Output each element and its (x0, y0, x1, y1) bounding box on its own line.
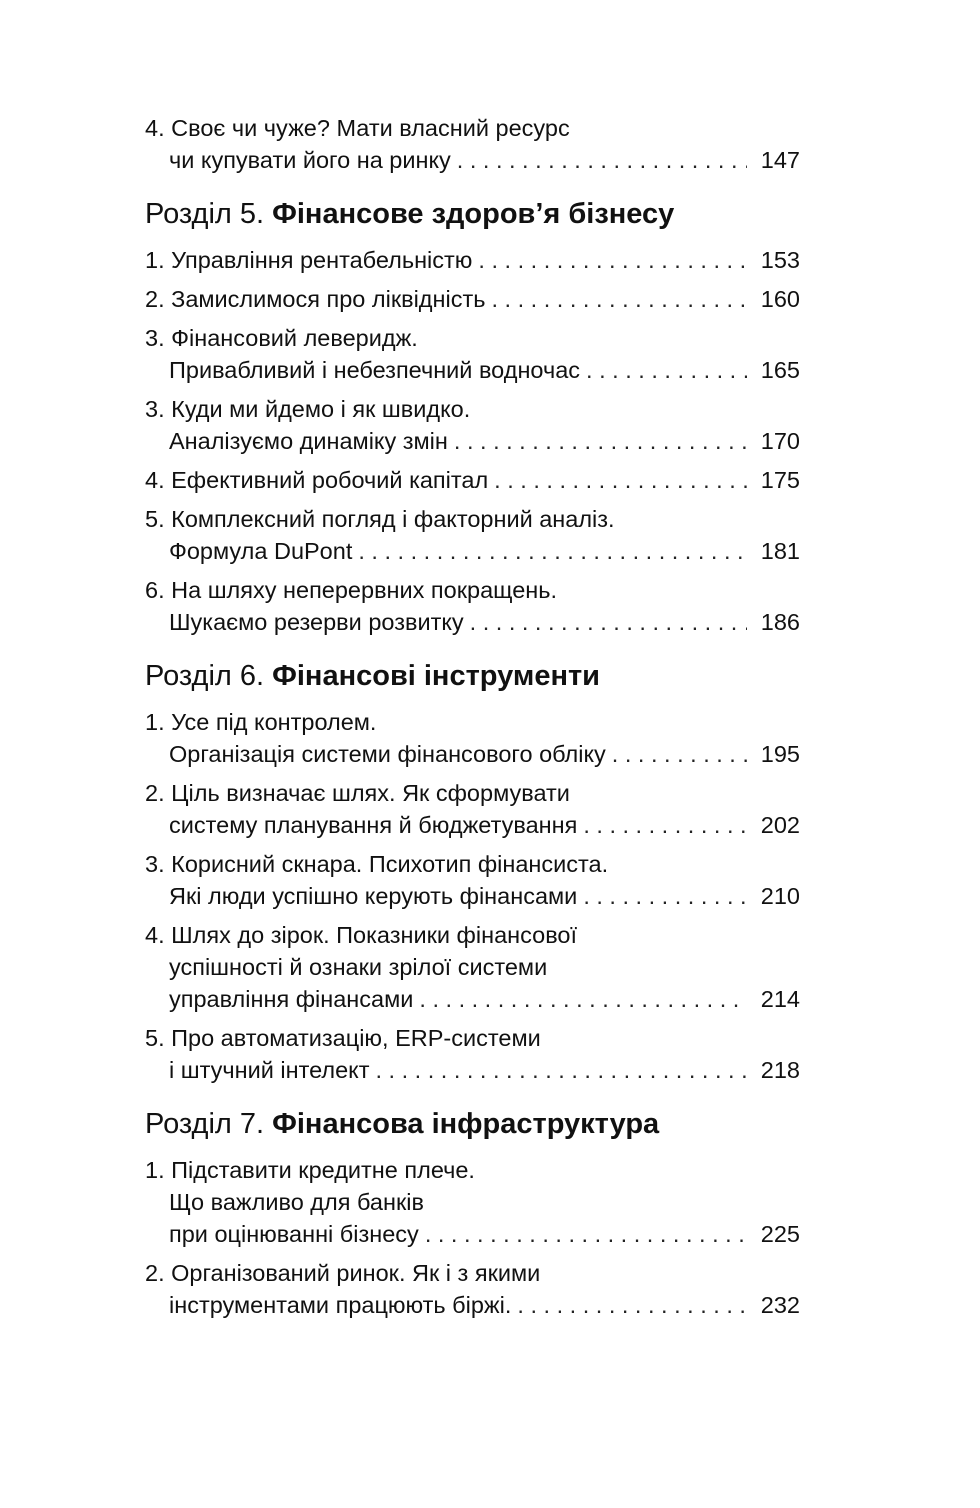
section-title: Фінансове здоров’я бізнесу (272, 198, 675, 230)
dot-leader (491, 283, 746, 315)
toc-entry-text: інструментами працюють біржі. (169, 1292, 512, 1318)
page-number: 181 (760, 538, 800, 564)
toc-entry-line (145, 322, 800, 354)
toc-entry-line (145, 983, 800, 1015)
toc-entry-text: 4. Ефективний робочий капітал (145, 467, 489, 493)
section-number: Розділ 7. (145, 1108, 273, 1140)
section-number: Розділ 5. (145, 198, 273, 230)
toc-entry-text: 4. Шлях до зірок. Показники фінансової (145, 922, 578, 948)
toc-entry-line (145, 574, 800, 606)
toc-entry-line (145, 1022, 800, 1054)
toc-entry-text: 5. Про автоматизацію, ERP-системи (145, 1025, 541, 1051)
page-number: 225 (760, 1221, 800, 1247)
dot-leader (517, 1289, 746, 1321)
dot-leader (375, 1054, 746, 1086)
toc-entry-line (145, 464, 800, 496)
dot-leader (478, 244, 746, 276)
page-number: 165 (760, 357, 800, 383)
dot-leader (470, 606, 747, 638)
toc-entry-text: Привабливий і небезпечний водночас (169, 357, 581, 383)
dot-leader (358, 535, 746, 567)
toc-entry (145, 112, 800, 176)
toc-entry-line (145, 951, 800, 983)
toc-entry-text: і штучний інтелект (169, 1057, 370, 1083)
toc-entry-line (145, 1154, 800, 1186)
toc-entry-line (145, 1054, 800, 1086)
page-number: 218 (760, 1057, 800, 1083)
page-number: 170 (760, 428, 800, 454)
toc-entry-line (145, 1257, 800, 1289)
toc-entry (145, 1154, 800, 1250)
toc-entry-line (145, 809, 800, 841)
toc-entry-text: 2. Ціль визначає шлях. Як сформувати (145, 780, 570, 806)
dot-leader (419, 983, 746, 1015)
toc-entry-text: 2. Замислимося про ліквідність (145, 286, 486, 312)
toc-entry-text: успішності й ознаки зрілої системи (169, 954, 548, 980)
dot-leader (612, 738, 747, 770)
toc-entry-line (145, 919, 800, 951)
toc-entry-text: Формула DuPont (169, 538, 353, 564)
section-title: Фінансова інфраструктура (272, 1108, 660, 1140)
toc-entry (145, 1257, 800, 1321)
dot-leader (583, 880, 746, 912)
page-number: 214 (760, 986, 800, 1012)
toc-entry (145, 503, 800, 567)
page-number: 175 (760, 467, 800, 493)
page-number: 210 (760, 883, 800, 909)
toc-entry-line (145, 706, 800, 738)
toc-entry-line (145, 880, 800, 912)
table-of-contents (145, 112, 800, 1328)
toc-entry-text: 1. Управління рентабельністю (145, 247, 473, 273)
toc-entry-text: Шукаємо резерви розвитку (169, 609, 464, 635)
toc-entry (145, 283, 800, 315)
dot-leader (494, 464, 747, 496)
toc-entry-text: чи купувати його на ринку (169, 147, 451, 173)
toc-entry (145, 1022, 800, 1086)
page-number: 153 (760, 247, 800, 273)
toc-entry-line (145, 503, 800, 535)
toc-entry-text: 5. Комплексний погляд і факторний аналіз. (145, 506, 615, 532)
toc-entry-text: Що важливо для банків (169, 1189, 424, 1215)
toc-entry (145, 244, 800, 276)
section-heading (145, 196, 800, 232)
toc-entry (145, 848, 800, 912)
section-heading (145, 658, 800, 694)
toc-entry-text: при оцінюванні бізнесу (169, 1221, 419, 1247)
toc-entry-text: 4. Своє чи чуже? Мати власний ресурс (145, 115, 570, 141)
toc-entry-line (145, 535, 800, 567)
toc-entry-line (145, 1186, 800, 1218)
toc-entry (145, 322, 800, 386)
dot-leader (425, 1218, 747, 1250)
toc-entry-text: Які люди успішно керують фінансами (169, 883, 578, 909)
page-number: 195 (760, 741, 800, 767)
toc-entry-text: 2. Організований ринок. Як і з якими (145, 1260, 541, 1286)
page-number: 202 (760, 812, 800, 838)
dot-leader (586, 354, 747, 386)
dot-leader (457, 144, 747, 176)
toc-entry-line (145, 144, 800, 176)
section-number: Розділ 6. (145, 660, 273, 692)
toc-entry-text: 6. На шляху неперервних покращень. (145, 577, 558, 603)
section-heading (145, 1106, 800, 1142)
page-number: 160 (760, 286, 800, 312)
toc-entry-text: 3. Куди ми йдемо і як швидко. (145, 396, 471, 422)
toc-entry-line (145, 848, 800, 880)
toc-entry-text: 1. Усе під контролем. (145, 709, 377, 735)
toc-entry-line (145, 393, 800, 425)
toc-entry-line (145, 777, 800, 809)
toc-entry-text: 3. Корисний скнара. Психотип фінансиста. (145, 851, 609, 877)
toc-entry-text: систему планування й бюджетування (169, 812, 578, 838)
dot-leader (454, 425, 747, 457)
toc-entry-line (145, 283, 800, 315)
toc-entry-text: управління фінансами (169, 986, 414, 1012)
page-number: 147 (760, 147, 800, 173)
toc-entry (145, 464, 800, 496)
toc-entry-line (145, 1289, 800, 1321)
toc-entry-line (145, 112, 800, 144)
toc-entry-text: 3. Фінансовий леверидж. (145, 325, 418, 351)
toc-entry (145, 574, 800, 638)
toc-entry (145, 393, 800, 457)
toc-entry-line (145, 425, 800, 457)
dot-leader (583, 809, 746, 841)
page-number: 232 (760, 1292, 800, 1318)
toc-entry-line (145, 244, 800, 276)
toc-entry (145, 919, 800, 1015)
toc-entry-line (145, 606, 800, 638)
toc-entry-line (145, 1218, 800, 1250)
toc-entry-text: Аналізуємо динаміку змін (169, 428, 448, 454)
toc-entry-text: Організація системи фінансового обліку (169, 741, 606, 767)
toc-entry-text: 1. Підставити кредитне плече. (145, 1157, 475, 1183)
toc-entry (145, 777, 800, 841)
toc-entry (145, 706, 800, 770)
toc-entry-line (145, 354, 800, 386)
page-number: 186 (760, 609, 800, 635)
section-title: Фінансові інструменти (272, 660, 600, 692)
toc-entry-line (145, 738, 800, 770)
